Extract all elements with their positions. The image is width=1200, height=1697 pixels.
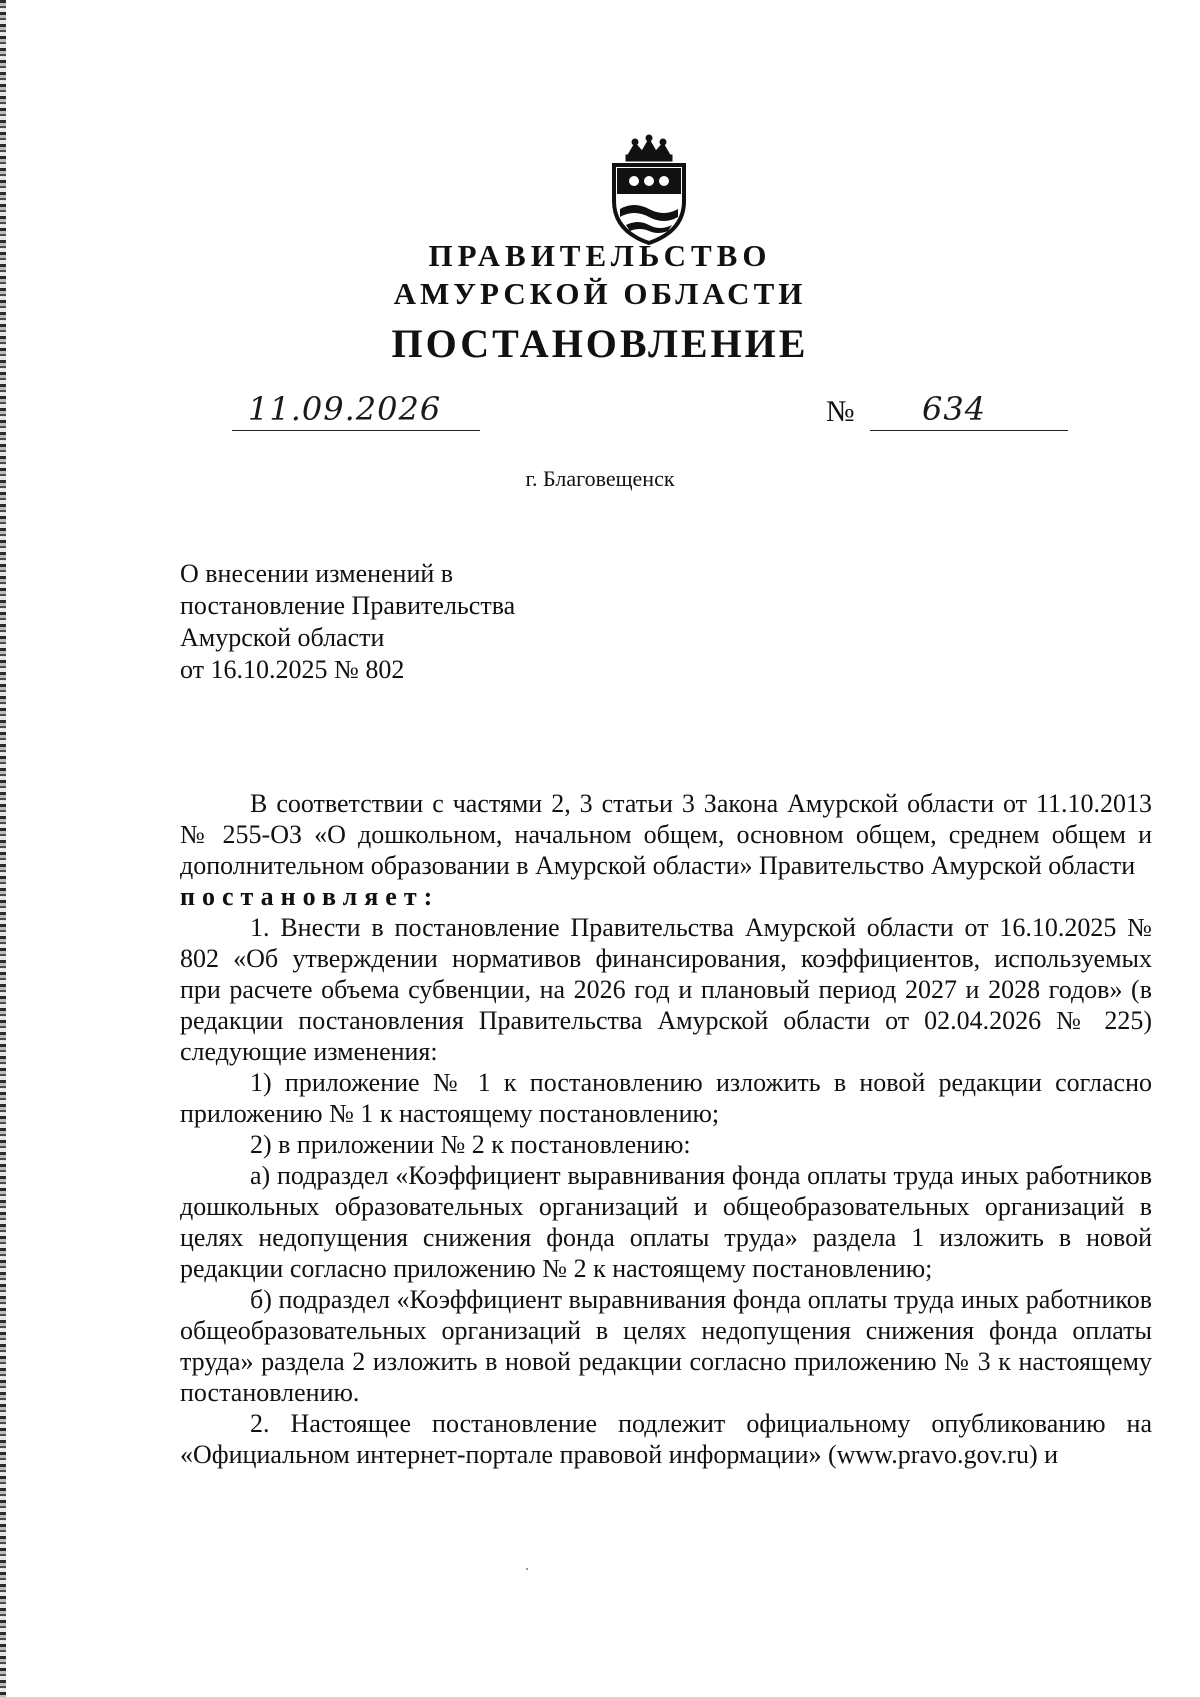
number-field	[870, 390, 1068, 431]
header-government: ПРАВИТЕЛЬСТВО	[428, 238, 772, 273]
document-type: ПОСТАНОВЛЕНИЕ	[391, 321, 809, 366]
number-sign: №	[826, 395, 855, 428]
city: г. Благовещенск	[525, 466, 675, 491]
subject-line: О внесении изменений в	[180, 559, 454, 588]
paragraph-1-1: 1) приложение № 1 к постановлению изложить в новой редакции согласно приложению № 1 к настоящему постановлению;	[180, 1068, 1152, 1128]
header-region: АМУРСКОЙ ОБЛАСТИ	[393, 276, 807, 311]
document-date: 11.09.2026	[248, 390, 442, 428]
scan-artifact	[526, 1568, 528, 1570]
preamble: В соответствии с частями 2, 3 статьи 3 Закона Амурской области от 11.10.2013 № 255-ОЗ «О дошкольном, начальном общем, основном общем, среднем общем и дополнительном образовании в Амурской области» Правительство Амурской области	[180, 789, 1152, 880]
subject-line: Амурской области	[180, 623, 385, 652]
paragraph-1: 1. Внести в постановление Правительства Амурской области от 16.10.2025 № 802 «Об утверждении нормативов финансирования, коэффициентов, используемых при расчете объема субвенции, на 2026 год и плановый период 2027 и 2028 годов» (в редакции постановления Правительства Амурской области от 02.04.2026 № 225) следующие изменения:	[180, 913, 1152, 1066]
date-field	[232, 390, 480, 431]
amur-region-coat-of-arms-icon	[608, 133, 690, 245]
subject-line: от 16.10.2025 № 802	[180, 655, 405, 684]
paragraph-1-2-b: б) подраздел «Коэффициент выравнивания фонда оплаты труда иных работников общеобразовательных организаций в целях недопущения снижения фонда оплаты труда» раздела 2 изложить в новой редакции согласно приложению № 3 к настоящему постановлению.	[180, 1285, 1152, 1407]
paragraph-1-2: 2) в приложении № 2 к постановлению:	[250, 1130, 691, 1159]
resolves-word: постановляет:	[180, 882, 440, 911]
document-subject	[180, 558, 515, 686]
paragraph-1-2-a: а) подраздел «Коэффициент выравнивания фонда оплаты труда иных работников дошкольных образовательных организаций и общеобразовательных организаций в целях недопущения снижения фонда оплаты труда» раздела 1 изложить в новой редакции согласно приложению № 2 к настоящему постановлению;	[180, 1161, 1152, 1283]
subject-line: постановление Правительства	[180, 591, 516, 620]
document-number: 634	[922, 390, 987, 428]
paragraph-2: 2. Настоящее постановление подлежит официальному опубликованию на «Официальном интернет-портале правовой информации» (www.pravo.gov.ru) и	[180, 1409, 1152, 1469]
document-body	[180, 788, 1152, 1470]
